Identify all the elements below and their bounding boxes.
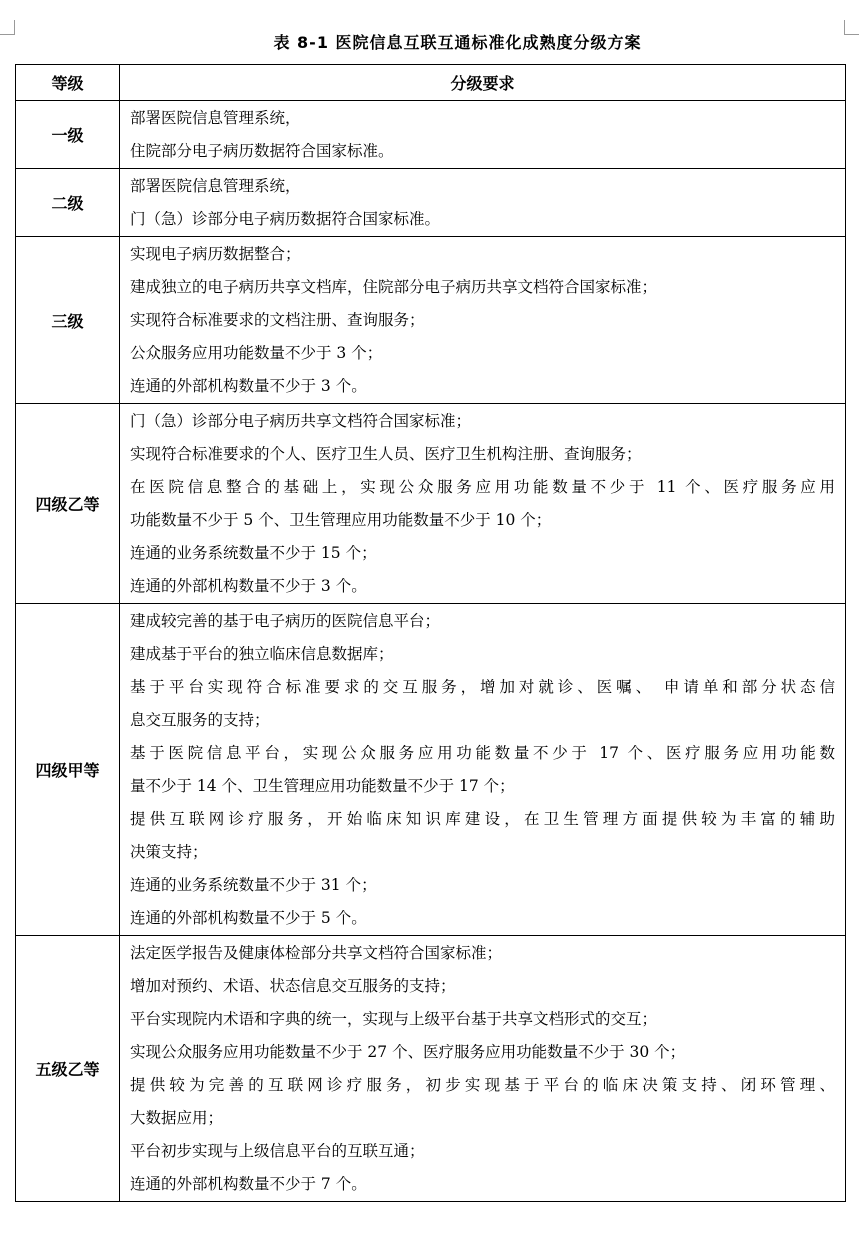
level-cell: 四级甲等	[16, 604, 120, 936]
requirement-line: 连通的外部机构数量不少于 5 个。	[130, 909, 367, 927]
header-requirements: 分级要求	[120, 65, 846, 101]
level-cell: 二级	[16, 169, 120, 237]
table-body	[16, 101, 846, 1202]
requirement-line: 平台初步实现与上级信息平台的互联互通；	[130, 1142, 425, 1160]
requirement-line: 连通的外部机构数量不少于 3 个。	[130, 577, 367, 595]
requirement-line: 实现符合标准要求的个人、医疗卫生人员、医疗卫生机构注册、查询服务；	[130, 445, 642, 463]
requirement-line: 在医院信息整合的基础上，实现公众服务应用功能数量不少于 11 个、医疗服务应用	[130, 478, 835, 496]
table-row	[16, 936, 846, 1202]
requirement-line: 量不少于 14 个、卫生管理应用功能数量不少于 17 个；	[130, 777, 515, 795]
maturity-level-table	[15, 64, 846, 1202]
level-cell: 五级乙等	[16, 936, 120, 1202]
requirement-item	[130, 671, 835, 737]
requirement-item	[130, 937, 835, 970]
requirement-item	[130, 1036, 835, 1069]
requirement-item	[130, 271, 835, 304]
requirement-item	[130, 405, 835, 438]
requirements-cell	[120, 404, 846, 604]
level-cell: 四级乙等	[16, 404, 120, 604]
requirement-line: 连通的外部机构数量不少于 3 个。	[130, 377, 367, 395]
requirement-item	[130, 1168, 835, 1201]
requirement-item	[130, 337, 835, 370]
requirements-cell	[120, 169, 846, 237]
requirement-item	[130, 537, 835, 570]
table-row	[16, 237, 846, 404]
requirement-item	[130, 1069, 835, 1135]
requirement-line: 平台实现院内术语和字典的统一，实现与上级平台基于共享文档形式的交互；	[130, 1010, 658, 1028]
requirement-item	[130, 570, 835, 603]
requirement-line: 增加对预约、术语、状态信息交互服务的支持；	[130, 977, 456, 995]
requirement-line: 住院部分电子病历数据符合国家标准。	[130, 142, 394, 160]
requirement-line: 门（急）诊部分电子病历数据符合国家标准。	[130, 210, 441, 228]
requirement-line: 部署医院信息管理系统，	[130, 109, 301, 127]
requirement-line: 实现公众服务应用功能数量不少于 27 个、医疗服务应用功能数量不少于 30 个；	[130, 1043, 686, 1061]
requirement-item	[130, 102, 835, 135]
table-row	[16, 604, 846, 936]
requirement-item	[130, 970, 835, 1003]
requirements-cell	[120, 604, 846, 936]
requirement-line: 门（急）诊部分电子病历共享文档符合国家标准；	[130, 412, 472, 430]
table-row	[16, 404, 846, 604]
requirement-line: 实现电子病历数据整合；	[130, 245, 301, 263]
level-cell: 三级	[16, 237, 120, 404]
requirement-item	[130, 902, 835, 935]
table-header-row	[16, 65, 846, 101]
requirement-line: 法定医学报告及健康体检部分共享文档符合国家标准；	[130, 944, 503, 962]
requirement-line: 基于平台实现符合标准要求的交互服务，增加对就诊、医嘱、 申请单和部分状态信	[130, 678, 835, 696]
requirement-item	[130, 605, 835, 638]
requirement-item	[130, 438, 835, 471]
requirement-line: 公众服务应用功能数量不少于 3 个；	[130, 344, 383, 362]
requirement-line: 提供较为完善的互联网诊疗服务，初步实现基于平台的临床决策支持、闭环管理、	[130, 1076, 835, 1094]
requirement-item	[130, 170, 835, 203]
requirement-line: 功能数量不少于 5 个、卫生管理应用功能数量不少于 10 个；	[130, 511, 552, 529]
requirement-item	[130, 135, 835, 168]
table-row	[16, 169, 846, 237]
requirement-item	[130, 737, 835, 803]
requirement-item	[130, 471, 835, 537]
table-caption: 表 8-1 医院信息互联互通标准化成熟度分级方案	[273, 33, 642, 52]
requirement-item	[130, 1003, 835, 1036]
requirement-line: 连通的业务系统数量不少于 15 个；	[130, 544, 377, 562]
requirement-line: 连通的外部机构数量不少于 7 个。	[130, 1175, 367, 1193]
requirement-item	[130, 370, 835, 403]
requirements-cell	[120, 101, 846, 169]
requirements-cell	[120, 936, 846, 1202]
level-cell: 一级	[16, 101, 120, 169]
requirement-line: 连通的业务系统数量不少于 31 个；	[130, 876, 377, 894]
requirement-line: 建成独立的电子病历共享文档库，住院部分电子病历共享文档符合国家标准；	[130, 278, 658, 296]
requirement-line: 建成基于平台的独立临床信息数据库；	[130, 645, 394, 663]
table-row	[16, 101, 846, 169]
requirement-item	[130, 638, 835, 671]
requirement-item	[130, 238, 835, 271]
requirement-line: 息交互服务的支持；	[130, 711, 270, 729]
requirement-line: 部署医院信息管理系统，	[130, 177, 301, 195]
requirement-item	[130, 304, 835, 337]
requirement-line: 提供互联网诊疗服务，开始临床知识库建设，在卫生管理方面提供较为丰富的辅助	[130, 810, 835, 828]
requirement-item	[130, 203, 835, 236]
requirement-item	[130, 803, 835, 869]
requirement-item	[130, 1135, 835, 1168]
requirements-cell	[120, 237, 846, 404]
requirement-line: 基于医院信息平台，实现公众服务应用功能数量不少于 17 个、医疗服务应用功能数	[130, 744, 835, 762]
requirement-line: 大数据应用；	[130, 1109, 224, 1127]
requirement-line: 决策支持；	[130, 843, 208, 861]
requirement-item	[130, 869, 835, 902]
requirement-line: 实现符合标准要求的文档注册、查询服务；	[130, 311, 425, 329]
header-level: 等级	[16, 65, 120, 101]
requirement-line: 建成较完善的基于电子病历的医院信息平台；	[130, 612, 441, 630]
